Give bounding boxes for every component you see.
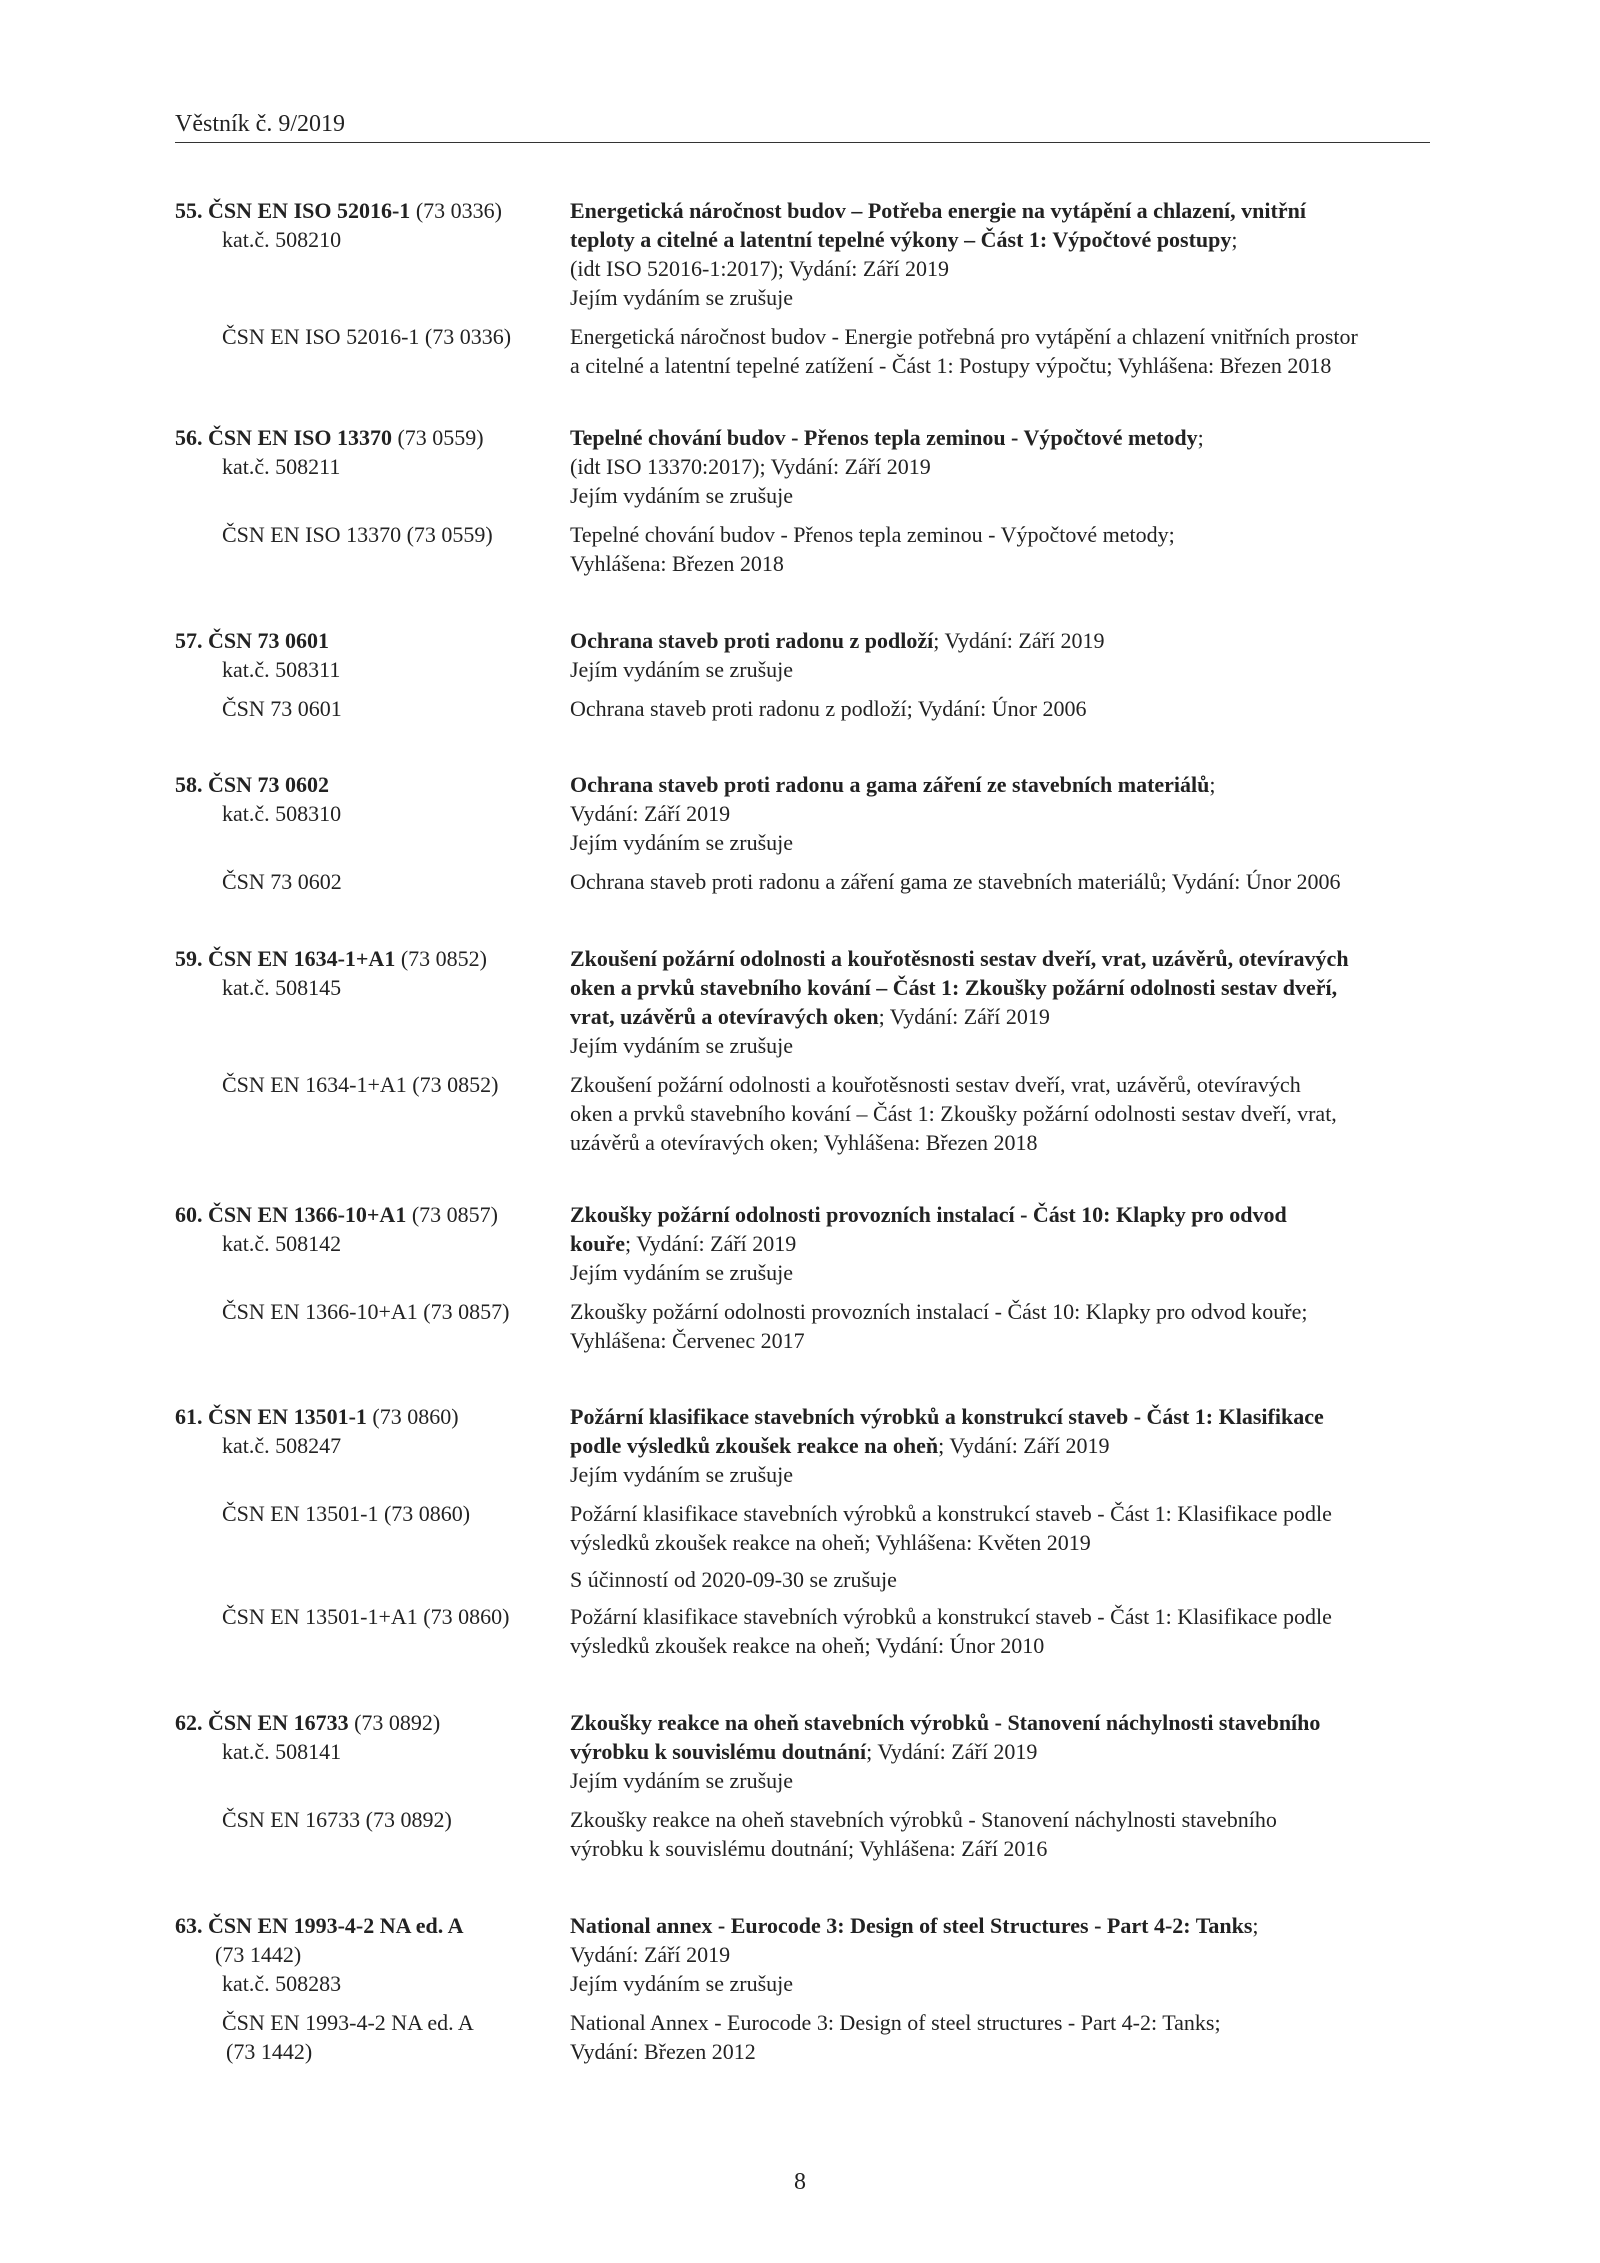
replaced-standard-title: Zkoušení požární odolnosti a kouřotěsnosti sestav dveří, vrat, uzávěrů, otevíravých [570,1072,1301,1097]
entry-number: 63. [175,1913,203,1938]
class-number: (73 0336) [415,198,502,223]
cancels-note: Jejím vydáním se zrušuje [570,1768,794,1793]
entry-number: 62. [175,1710,203,1735]
replaced-standard-title: oken a prvků stavebního kování – Část 1: Zkoušky požární odolnosti sestav dveří, vrat, [570,1101,1337,1126]
replaced-standard-title: Vyhlášena: Březen 2018 [570,551,784,576]
standard-code: ČSN EN 16733 [208,1710,349,1735]
class-number: (73 0852) [400,946,487,971]
standard-entry-56 [175,423,1430,578]
catalog-number: kat.č. 508247 [222,1433,342,1458]
standard-entry-62 [175,1708,1430,1863]
standard-code: ČSN EN ISO 52016-1 [208,198,411,223]
catalog-number: kat.č. 508211 [222,454,341,479]
standard-title: vrat, uzávěrů a otevíravých oken [570,1004,879,1029]
replaced-standard-title: Tepelné chování budov - Přenos tepla zeminou - Výpočtové metody; [570,522,1175,547]
replaced-standard-code: ČSN 73 0602 [222,869,342,894]
replaced-standard-code: ČSN EN 1993-4-2 NA ed. A [222,2010,474,2035]
entry-number: 61. [175,1404,203,1429]
bulletin-title: Věstník č. 9/2019 [175,111,345,137]
title-tail: ; [1209,772,1216,797]
entry-number: 56. [175,425,203,450]
replaced-standard-title: výsledků zkoušek reakce na oheň; Vyhlášena: Květen 2019 [570,1530,1091,1555]
entry-number: 59. [175,946,203,971]
replaced-standard-title: Zkoušky reakce na oheň stavebních výrobků - Stanovení náchylnosti stavebního [570,1807,1277,1832]
class-number: (73 0559) [397,425,484,450]
replaced-class-number: (73 1442) [226,2039,313,2064]
standard-entry-57 [175,626,1430,723]
issue-info: Vydání: Září 2019 [570,1942,731,1967]
standard-entry-59 [175,944,1430,1157]
replaced-standard-code: ČSN EN 1366-10+A1 (73 0857) [222,1299,510,1324]
standard-entry-60 [175,1200,1430,1355]
standard-title: výrobku k souvislému doutnání [570,1739,867,1764]
standard-code: ČSN 73 0601 [208,628,330,653]
cancels-note: Jejím vydáním se zrušuje [570,1260,794,1285]
title-tail: ; [1197,425,1204,450]
replaced-standard-code: ČSN 73 0601 [222,696,342,721]
class-number: (73 0892) [354,1710,441,1735]
standard-code: ČSN EN 1993-4-2 NA ed. A [208,1913,464,1938]
replaced-standard-code: ČSN EN 1634-1+A1 (73 0852) [222,1072,499,1097]
cancels-note: Jejím vydáním se zrušuje [570,1462,794,1487]
entry-number: 60. [175,1202,203,1227]
title-tail: ; [1252,1913,1259,1938]
cancels-note: Jejím vydáním se zrušuje [570,483,794,508]
title-tail: ; Vydání: Září 2019 [933,628,1105,653]
issue-info: Vydání: Září 2019 [570,801,731,826]
title-tail: ; Vydání: Září 2019 [938,1433,1110,1458]
replaced-standard-title: výsledků zkoušek reakce na oheň; Vydání: Únor 2010 [570,1633,1045,1658]
entry-number: 57. [175,628,203,653]
standard-title: Energetická náročnost budov – Potřeba energie na vytápění a chlazení, vnitřní [570,198,1306,223]
cancels-note: Jejím vydáním se zrušuje [570,285,794,310]
replaced-standard-title: Zkoušky požární odolnosti provozních instalací - Část 10: Klapky pro odvod kouře; [570,1299,1308,1324]
replaced-standard-title: Požární klasifikace stavebních výrobků a konstrukcí staveb - Část 1: Klasifikace podle [570,1604,1332,1629]
replaced-standard-title: Ochrana staveb proti radonu z podloží; Vydání: Únor 2006 [570,696,1087,721]
catalog-number: kat.č. 508283 [222,1971,342,1996]
replaced-standard-title: Vydání: Březen 2012 [570,2039,756,2064]
page-header [175,110,1430,143]
standard-title: Zkoušky požární odolnosti provozních instalací - Část 10: Klapky pro odvod [570,1202,1287,1227]
standard-title: Ochrana staveb proti radonu z podloží [570,628,934,653]
replaced-standard-title: Energetická náročnost budov - Energie potřebná pro vytápění a chlazení vnitřních prostor [570,324,1358,349]
standard-title: Ochrana staveb proti radonu a gama záření ze stavebních materiálů [570,772,1210,797]
replaced-standard-title: a citelné a latentní tepelné zatížení - Část 1: Postupy výpočtu; Vyhlášena: Březen 2018 [570,353,1332,378]
class-number: (73 0860) [372,1404,459,1429]
replaced-standard-code: ČSN EN 16733 (73 0892) [222,1807,452,1832]
standard-entry-63 [175,1911,1430,2066]
title-tail: ; Vydání: Září 2019 [878,1004,1050,1029]
cancels-note: Jejím vydáním se zrušuje [570,830,794,855]
standard-title: Tepelné chování budov - Přenos tepla zeminou - Výpočtové metody [570,425,1198,450]
entry-number: 58. [175,772,203,797]
standard-code: ČSN EN ISO 13370 [208,425,392,450]
replaced-standard-title: National Annex - Eurocode 3: Design of steel structures - Part 4-2: Tanks; [570,2010,1221,2035]
cancels-note: Jejím vydáním se zrušuje [570,657,794,682]
catalog-number: kat.č. 508310 [222,801,342,826]
standard-title: kouře [570,1231,625,1256]
title-tail: ; Vydání: Září 2019 [625,1231,797,1256]
standard-code: ČSN 73 0602 [208,772,330,797]
replaced-standard-code: ČSN EN 13501-1+A1 (73 0860) [222,1604,510,1629]
standard-code: ČSN EN 1634-1+A1 [208,946,396,971]
catalog-number: kat.č. 508141 [222,1739,342,1764]
replaced-standard-code: ČSN EN 13501-1 (73 0860) [222,1501,471,1526]
catalog-number: kat.č. 508145 [222,975,342,1000]
replaced-standard-title: uzávěrů a otevíravých oken; Vyhlášena: Březen 2018 [570,1130,1038,1155]
catalog-number: kat.č. 508142 [222,1231,342,1256]
standard-code: ČSN EN 1366-10+A1 [208,1202,407,1227]
standard-title: Požární klasifikace stavebních výrobků a konstrukcí staveb - Část 1: Klasifikace [570,1404,1324,1429]
replaced-standard-title: Požární klasifikace stavebních výrobků a konstrukcí staveb - Část 1: Klasifikace podle [570,1501,1332,1526]
replaced-standard-code: ČSN EN ISO 52016-1 (73 0336) [222,324,512,349]
standard-title: podle výsledků zkoušek reakce na oheň [570,1433,939,1458]
title-tail: ; Vydání: Září 2019 [866,1739,1038,1764]
standard-title: Zkoušky reakce na oheň stavebních výrobků - Stanovení náchylnosti stavebního [570,1710,1321,1735]
replaced-standard-title: výrobku k souvislému doutnání; Vyhlášena: Září 2016 [570,1836,1048,1861]
page-number: 8 [794,2169,806,2195]
issue-info: (idt ISO 52016-1:2017); Vydání: Září 2019 [570,256,950,281]
class-number: (73 1442) [215,1942,302,1967]
cancels-note: Jejím vydáním se zrušuje [570,1971,794,1996]
entry-number: 55. [175,198,203,223]
standard-code: ČSN EN 13501-1 [208,1404,367,1429]
class-number: (73 0857) [411,1202,498,1227]
issue-info: (idt ISO 13370:2017); Vydání: Září 2019 [570,454,931,479]
standard-entry-55 [175,196,1430,380]
standard-title: National annex - Eurocode 3: Design of steel Structures - Part 4-2: Tanks [570,1913,1253,1938]
standard-title: teploty a citelné a latentní tepelné výkony – Část 1: Výpočtové postupy [570,227,1232,252]
standard-title: Zkoušení požární odolnosti a kouřotěsnosti sestav dveří, vrat, uzávěrů, otevíravých [570,946,1349,971]
replaced-standard-code: ČSN EN ISO 13370 (73 0559) [222,522,493,547]
catalog-number: kat.č. 508210 [222,227,342,252]
standard-title: oken a prvků stavebního kování – Část 1: Zkoušky požární odolnosti sestav dveří, [570,975,1338,1000]
withdrawal-note: S účinností od 2020-09-30 se zrušuje [570,1567,897,1592]
catalog-number: kat.č. 508311 [222,657,341,682]
replaced-standard-title: Ochrana staveb proti radonu a záření gama ze stavebních materiálů; Vydání: Únor 2006 [570,869,1341,894]
replaced-standard-title: Vyhlášena: Červenec 2017 [570,1328,805,1353]
standard-entry-58 [175,770,1430,896]
cancels-note: Jejím vydáním se zrušuje [570,1033,794,1058]
title-tail: ; [1231,227,1238,252]
standard-entry-61 [175,1402,1430,1660]
